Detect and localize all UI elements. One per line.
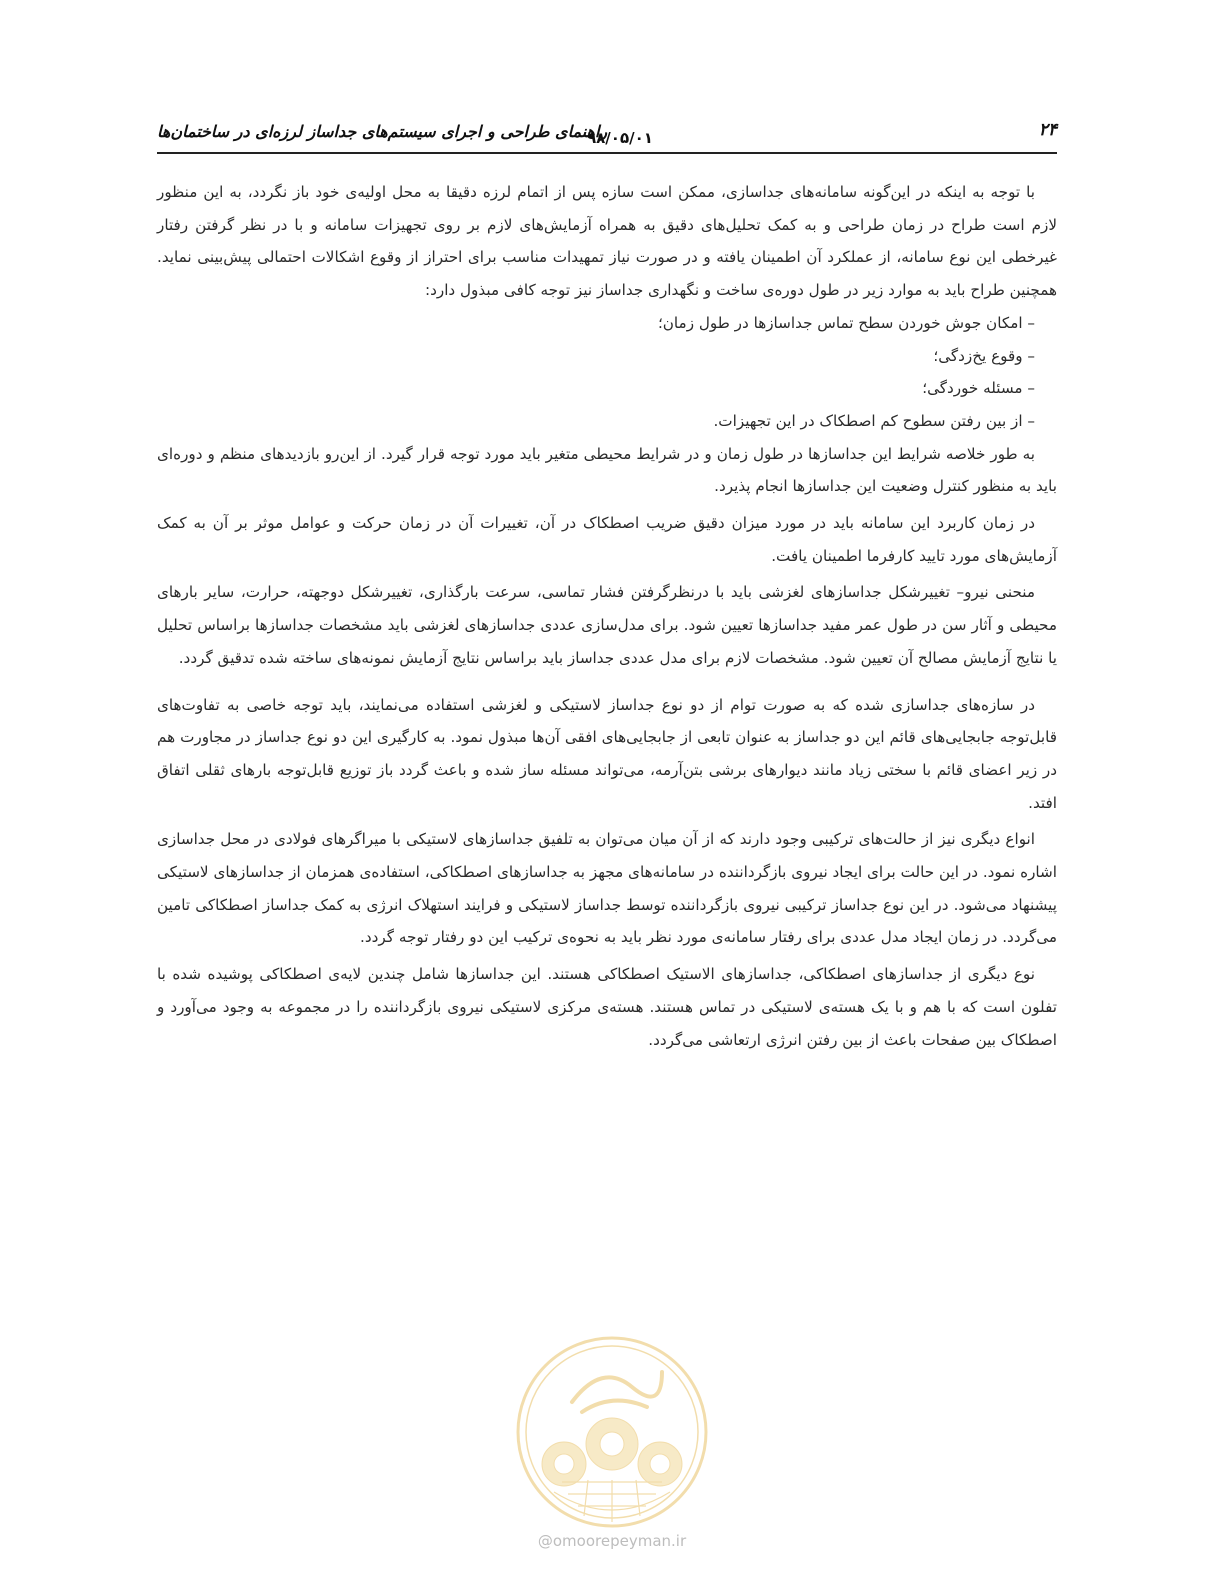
paragraph: انواع دیگری نیز از حالت‌های ترکیبی وجود دارند که از آن میان می‌توان به تلفیق جداسازهای لاستیکی با میراگرهای فولادی در محل جداسازی اشاره نمود. در این حالت برای ایجاد نیروی بازگرداننده در سامانه‌های مجهز به جداسازهای اصطکاکی، استفاده‌ی همزمان از جداسازهای لاستیکی پیشنهاد می‌شود. در این نوع جداساز ترکیبی نیروی بازگرداننده توسط جداساز لاستیکی و فرایند استهلاک انرژی به کمک جداساز اصطکاکی تامین می‌گردد. در زمان ایجاد مدل عددی برای رفتار سامانه‌ی مورد نظر باید به نحوه‌ی ترکیب این دو رفتار توجه گردد.: [157, 830, 1057, 947]
list-item: – وقوع یخ‌زدگی؛: [933, 346, 1035, 365]
watermark-logo: [512, 1332, 712, 1532]
list-item: – امکان جوش خوردن سطح تماس جداسازها در طول زمان؛: [657, 313, 1035, 332]
list-item: – مسئله خوردگی؛: [922, 379, 1035, 398]
running-header: [157, 118, 1057, 154]
paragraph: با توجه به اینکه در این‌گونه سامانه‌های جداسازی، ممکن است سازه پس از اتمام لرزه دقیقا به محل اولیه‌ی خود باز نگردد، به این منظور لازم است طراح در زمان طراحی و به کمک تحلیل‌های دقیق به همراه آزمایش‌های لازم بر روی تجهیزات سامانه و با در نظر گرفتن رفتار غیرخطی این نوع سامانه، از عملکرد آن اطمینان یافته و در صورت نیاز تمهیدات مناسب برای احتراز از وقوع اشکالات احتمالی پیش‌بینی نماید. همچنین طراح باید به موارد زیر در طول دوره‌ی ساخت و نگهداری جداساز نیز توجه کافی مبذول دارد:: [157, 183, 1057, 300]
page-number: ۲۴: [1038, 120, 1057, 140]
body-text: [157, 176, 1057, 1056]
paragraph: منحنی نیرو– تغییرشکل جداسازهای لغزشی باید با درنظرگرفتن فشار تماسی، سرعت بارگذاری، تغییرشکل دوجهته، حرارت، سایر بارهای محیطی و آثار سن در طول عمر مفید جداسازها تعیین شود. برای مدل‌سازی عددی جداسازهای لغزشی باید مشخصات جداسازها براساس تحلیل یا نتایج آزمایش مصالح آن تعیین شود. مشخصات لازم برای مدل عددی جداساز باید براساس نتایج آزمایش نمونه‌های ساخته شده تدقیق گردد.: [157, 583, 1057, 667]
paragraph: نوع دیگری از جداسازهای اصطکاکی، جداسازهای الاستیک اصطکاکی هستند. این جداسازها شامل چندین لایه‌ی اصطکاکی پوشیده شده با تفلون است که با هم و با یک هسته‌ی لاستیکی در تماس هستند. هسته‌ی مرکزی لاستیکی نیروی بازگرداننده را در مجموعه به وجود می‌آورد و اصطکاک بین صفحات باعث از بین رفتن انرژی ارتعاشی می‌گردد.: [157, 965, 1057, 1049]
paragraph: به طور خلاصه شرایط این جداسازها در طول زمان و در شرایط محیطی متغیر باید مورد توجه قرار گیرد. از این‌رو بازدیدهای منظم و دوره‌ای باید به منظور کنترل وضعیت این جداسازها انجام پذیرد.: [157, 444, 1057, 496]
paragraph: در زمان کاربرد این سامانه باید در مورد میزان دقیق ضریب اصطکاک در آن، تغییرات آن در زمان حرکت و عوامل موثر بر آن به کمک آزمایش‌های مورد تایید کارفرما اطمینان یافت.: [157, 514, 1057, 565]
paragraph: در سازه‌های جداسازی شده که به صورت توام از دو نوع جداساز لاستیکی و لغزشی استفاده می‌نمایند، باید توجه خاصی به تفاوت‌های قابل‌توجه جابجایی‌های قائم این دو جداساز به عنوان تابعی از جابجایی‌های افقی آن‌ها مبذول نمود. به کارگیری این دو نوع جداساز در مجاورت هم در زیر اعضای قائم با سختی زیاد مانند دیوارهای برشی بتن‌آرمه، می‌تواند مسئله ساز شده و باعث گردد باز توزیع قابل‌توجه بارهای ثقلی اتفاق افتد.: [157, 695, 1057, 812]
book-title: راهنمای طراحی و اجرای سیستم‌های جداساز لرزه‌ای در ساختمان‌ها: [157, 122, 608, 141]
list-item: – از بین رفتن سطوح کم اصطکاک در این تجهیزات.: [713, 411, 1035, 430]
watermark-url: @omoorepeyman.ir: [537, 1532, 687, 1550]
header-date: ۹۸/۰۵/۰۱: [587, 129, 653, 147]
